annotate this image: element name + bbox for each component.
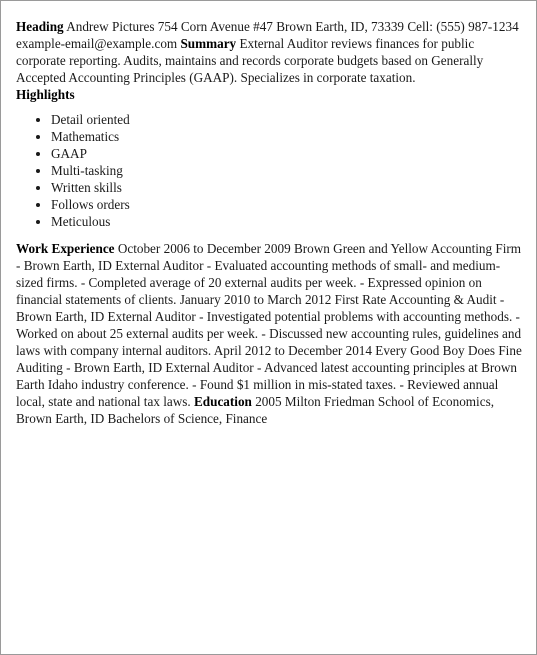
education-label: Education xyxy=(193,394,252,409)
education-text: 2005 Milton Friedman School of Economics, Brown Earth, ID Bachelors of Science, Finance xyxy=(16,394,495,426)
highlights-list xyxy=(16,111,522,230)
work-experience-text: October 2006 to December 2009 Brown Green and Yellow Accounting Firm - Brown Earth, ID External Auditor - Evaluated accounting methods of small- and medium-sized firms. - Completed average of 20 external audits per week. - Expressed opinion on financial statements of clients. January 2010 to March 2012 First Rate Accounting & Audit - Brown Earth, ID External Auditor - Investigated potential problems with accounting methods. - Worked on about 25 external audits per week. - Discussed new accounting rules, guidelines and laws with company internal auditors. April 2012 to December 2014 Every Good Boy Does Fine Auditing - Brown Earth, ID External Auditor - Advanced latest accounting principles at Brown Earth Idaho industry conference. - Found $1 million in mis-stated taxes. - Reviewed annual local, state and national tax laws. xyxy=(16,241,522,409)
list-item: • Detail oriented xyxy=(51,111,522,128)
list-item: • Mathematics xyxy=(51,128,522,145)
work-experience-label: Work Experience xyxy=(16,241,115,256)
header-summary-paragraph xyxy=(16,18,522,103)
summary-text: External Auditor reviews finances for public corporate reporting. Audits, maintains and records corporate budgets based on Generally Accepted Accounting Principles (GAAP). Specializes in corporate taxation. xyxy=(16,36,484,85)
list-item: • Meticulous xyxy=(51,213,522,230)
contact-info: Andrew Pictures 754 Corn Avenue #47 Brown Earth, ID, 73339 Cell: (555) 987-1234 example-email@example.com xyxy=(16,19,519,51)
list-item: • Written skills xyxy=(51,179,522,196)
highlights-label: Highlights xyxy=(16,87,75,102)
heading-label: Heading xyxy=(16,19,64,34)
summary-label: Summary xyxy=(180,36,237,51)
list-item: • Follows orders xyxy=(51,196,522,213)
experience-education-paragraph xyxy=(16,240,522,427)
list-item: • Multi-tasking xyxy=(51,162,522,179)
list-item: • GAAP xyxy=(51,145,522,162)
